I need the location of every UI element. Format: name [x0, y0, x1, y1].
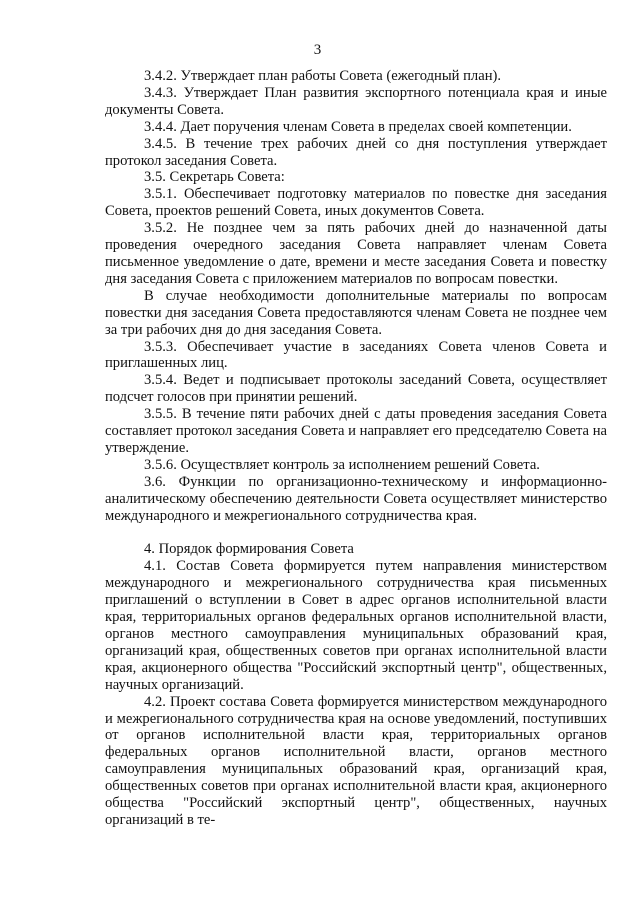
paragraph-3-4-5: 3.4.5. В течение трех рабочих дней со дня поступления утверждает протокол заседания Совета.	[105, 135, 607, 169]
paragraph-3-5-2-continued: В случае необходимости дополнительные материалы по вопросам повестки дня заседания Совета предоставляются членам Совета не позднее чем за три рабочих дня до дня заседания Совета.	[105, 287, 607, 338]
paragraph-4-1: 4.1. Состав Совета формируется путем направления министерством международного и межрегионального сотрудничества края письменных приглашений о вступлении в Совет в адрес органов исполнительной власти края, территориальных органов федеральных органов исполнительной власти, органов местного самоуправления муниципальных образований края, организаций края, общественных советов при органах исполнительной власти края, акционерного общества "Российский экспортный центр", общественных, научных организаций.	[105, 558, 607, 693]
paragraph-3-5-3: 3.5.3. Обеспечивает участие в заседаниях Совета членов Совета и приглашенных лиц.	[105, 338, 607, 372]
paragraph-4-2: 4.2. Проект состава Совета формируется министерством международного и межрегионального сотрудничества края на основе уведомлений, поступивших от органов исполнительной власти края, территориальных органов федеральных органов исполнительной власти, органов местного самоуправления муниципальных образований края, организаций края, общественных советов при органах исполнительной власти края, акционерного общества "Российский экспортный центр", общественных, научных организаций в те-	[105, 693, 607, 828]
paragraph-3-5: 3.5. Секретарь Совета:	[144, 169, 285, 186]
paragraph-3-4-3: 3.4.3. Утверждает План развития экспортного потенциала края и иные документы Совета.	[105, 84, 607, 118]
document-body	[105, 68, 607, 829]
paragraph-3-5-5: 3.5.5. В течение пяти рабочих дней с даты проведения заседания Совета составляет протокол заседания Совета и направляет его председателю Совета на утверждение.	[105, 406, 607, 456]
paragraph-3-4-2: 3.4.2. Утверждает план работы Совета (ежегодный план).	[144, 68, 502, 84]
paragraph-3-6: 3.6. Функции по организационно-техническому и информационно-аналитическому обеспечению деятельности Совета осуществляет министерство международного и межрегионального сотрудничества края.	[105, 473, 607, 524]
paragraph-3-5-1: 3.5.1. Обеспечивает подготовку материалов по повестке дня заседания Совета, проектов решений Совета, иных документов Совета.	[105, 186, 607, 220]
paragraph-3-5-4: 3.5.4. Ведет и подписывает протоколы заседаний Совета, осуществляет подсчет голосов при принятии решений.	[105, 372, 607, 406]
paragraph-3-5-6: 3.5.6. Осуществляет контроль за исполнением решений Совета.	[144, 456, 540, 473]
page-number: 3	[313, 42, 322, 58]
paragraph-3-5-2: 3.5.2. Не позднее чем за пять рабочих дней до назначенной даты проведения очередного заседания Совета направляет членам Совета письменное уведомление о дате, времени и месте заседания Совета и повестку дня заседания Совета с приложением материалов по вопросам повестки.	[105, 220, 607, 287]
section-heading-4: 4. Порядок формирования Совета	[144, 541, 354, 558]
paragraph-3-4-4: 3.4.4. Дает поручения членам Совета в пределах своей компетенции.	[144, 118, 572, 135]
